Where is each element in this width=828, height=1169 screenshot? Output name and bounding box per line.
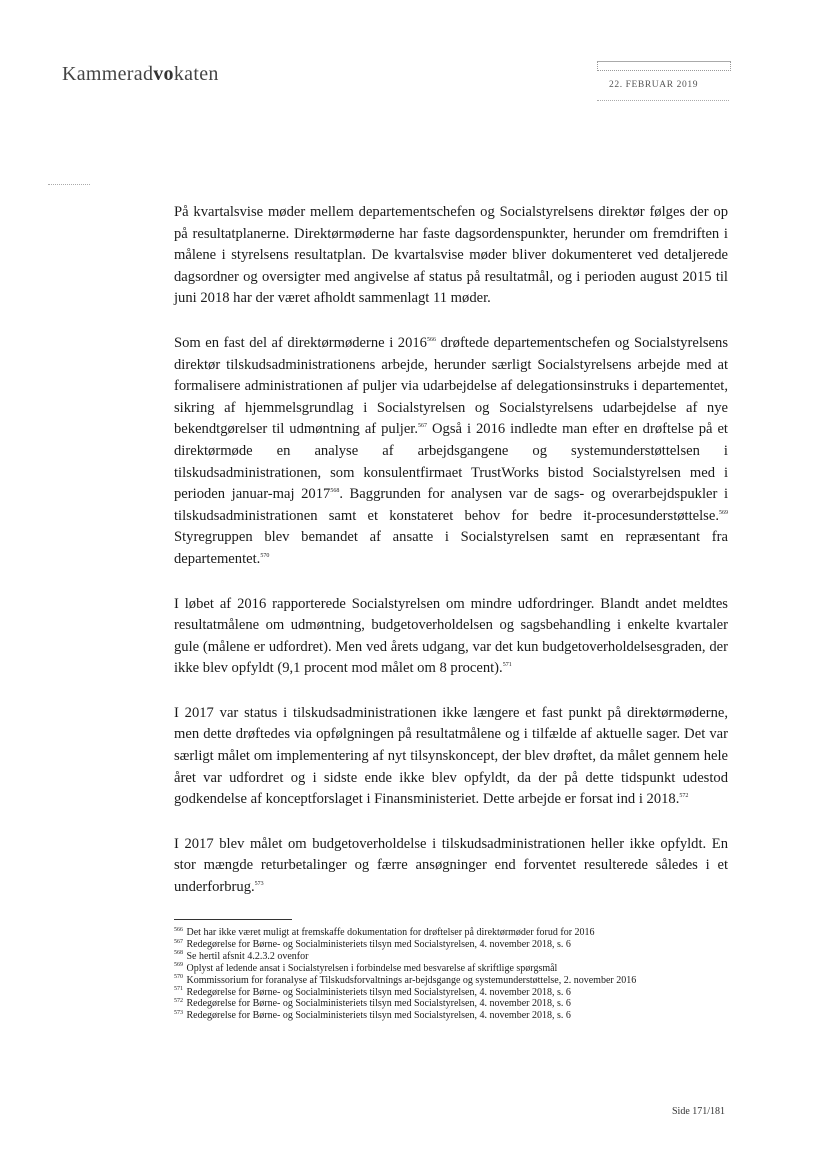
paragraph-text: I 2017 var status i tilskudsadministrationen ikke længere et fast punkt på direktørmøderne, men dette drøftedes via opfølgningen på resultatmålene og i tilfælde af aktuelle sager. Det var særligt målet om implementering af nyt tilsynskoncept, der blev drøftet, da målet gennem hele året var udfordret og i sidste ende ikke blev opfyldt, da der på dette tidspunkt udestod godkendelse af konceptforslaget i Finansministeriet. Dette arbejde er forsat ind i 2018.	[174, 704, 728, 808]
body-paragraph	[174, 202, 728, 310]
footnote	[174, 1010, 728, 1022]
footnote-text: Se hertil afsnit 4.2.3.2 ovenfor	[186, 950, 309, 962]
paragraph-text: . Baggrunden for analysen var de sags- og overarbejdspukler i tilskudsadministrationen samt et konstateret behov for bedre it-procesunderstøttelse.	[174, 486, 728, 524]
logo-text-suffix: katen	[173, 63, 219, 85]
footnote	[174, 975, 728, 987]
paragraph-text: I løbet af 2016 rapporterede Socialstyrelsen om mindre udfordringer. Blandt andet meldtes resultatmålene om udmøntning, budgetoverholdelsen og sagsbehandling i enkelte kvartaler gule (målene er udfordret). Men ved årets udgang, var det kun budgetoverholdelsesgraden, der ikke blev opfyldt (9,1 procent mod målet om 8 procent).	[174, 595, 728, 677]
footnote-number: 571	[174, 986, 183, 993]
footnote	[174, 927, 728, 939]
footnote-number: 568	[174, 950, 183, 957]
date-divider	[597, 100, 729, 101]
footnote	[174, 939, 728, 951]
footnotes	[174, 927, 728, 1022]
footnote-number: 566	[174, 926, 183, 933]
paragraph-text: Styregruppen blev bemandet af ansatte i Socialstyrelsen samt en repræsentant fra departementet.	[174, 529, 728, 567]
date-box	[597, 61, 731, 71]
paragraph-text: I 2017 blev målet om budgetoverholdelse i tilskudsadministrationen heller ikke opfyldt. En stor mængde returbetalinger og færre ansøgninger end forventet resulterede således i et underforbrug.	[174, 835, 728, 896]
logo-text-bold: vo	[153, 63, 174, 85]
margin-divider	[48, 184, 90, 185]
footnote-number: 570	[174, 974, 183, 981]
body-paragraph	[174, 834, 728, 899]
logo-text-prefix: Kammerad	[62, 63, 154, 85]
footnote	[174, 998, 728, 1010]
body-paragraph	[174, 594, 728, 680]
footnote	[174, 987, 728, 999]
footnote-text: Redegørelse for Børne- og Socialministeriets tilsyn med Socialstyrelsen, 4. november 2018, s. 6	[186, 986, 571, 998]
footnote-reference: 568	[330, 488, 340, 495]
kammeradvokaten-logo	[62, 63, 219, 86]
footnote-reference: 573	[254, 881, 264, 888]
footnote-reference: 567	[418, 423, 428, 430]
footnote-reference: 569	[719, 509, 728, 516]
footnote-text: Oplyst af ledende ansat i Socialstyrelsen i forbindelse med besvarelse af skriftlige spørgsmål	[186, 962, 558, 974]
footnote-number: 572	[174, 998, 183, 1005]
footnote-reference: 566	[426, 337, 436, 344]
footnote-text: Kommissorium for foranalyse af Tilskudsforvaltnings ar-bejdsgange og systemunderstøttelse, 2. november 2016	[186, 974, 637, 986]
page-number: Side 171/181	[672, 1106, 726, 1117]
body-paragraph	[174, 703, 728, 811]
paragraph-text: drøftede departementschefen og Socialstyrelsens direktør tilskudsadministrationens arbejde, herunder særligt Socialstyrelsens arbejde med at formalisere administrationen af puljer via udarbejdelse af delegationsinstruks i departementet, sikring af hjemmelsgrundlag i Socialstyrelsen og Socialstyrelsens udarbejdelse af nye bekendtgørelser til udmøntning af puljer.	[174, 334, 729, 438]
document-date: 22. FEBRUAR 2019	[609, 80, 699, 90]
footnote-text: Redegørelse for Børne- og Socialministeriets tilsyn med Socialstyrelsen, 4. november 2018, s. 6	[186, 998, 571, 1010]
footnote	[174, 951, 728, 963]
paragraph-text: Også i 2016 indledte man efter en drøftelse på et direktørmøde en analyse af arbejdsgangene og systemunderstøttelsen i tilskudsadministrationen, som konsulentfirmaet TrustWorks bistod Socialstyrelsen med i perioden januar-maj 2017	[174, 421, 728, 503]
footnote-text: Redegørelse for Børne- og Socialministeriets tilsyn med Socialstyrelsen, 4. november 2018, s. 6	[186, 1010, 571, 1022]
footnote-text: Redegørelse for Børne- og Socialministeriets tilsyn med Socialstyrelsen, 4. november 2018, s. 6	[186, 938, 571, 950]
footnote-reference: 572	[679, 793, 689, 800]
paragraph-text: Som en fast del af direktørmøderne i 2016	[174, 334, 427, 351]
footnote-number: 573	[174, 1010, 183, 1017]
body-paragraph	[174, 333, 728, 571]
footnote-reference: 571	[502, 662, 512, 669]
footnote-divider	[174, 919, 292, 920]
footnote-text: Det har ikke været muligt at fremskaffe dokumentation for drøftelser på direktørmøder forud for 2016	[186, 927, 595, 938]
footnote-reference: 570	[260, 553, 270, 560]
footnote	[174, 963, 728, 975]
footnote-number: 567	[174, 938, 183, 945]
footnote-number: 569	[174, 962, 183, 969]
body-text	[174, 202, 728, 922]
paragraph-text: På kvartalsvise møder mellem departementschefen og Socialstyrelsens direktør følges der op på resultatplanerne. Direktørmøderne har faste dagsordenspunkter, herunder om fremdriften i målene i styrelsens resultatplan. De kvartalsvise møder bliver dokumenteret ved detaljerede dagsordner og oversigter med angivelse af status på resultatmål, og i perioden august 2015 til juni 2018 har der været afholdt sammenlagt 11 møder.	[174, 204, 728, 307]
